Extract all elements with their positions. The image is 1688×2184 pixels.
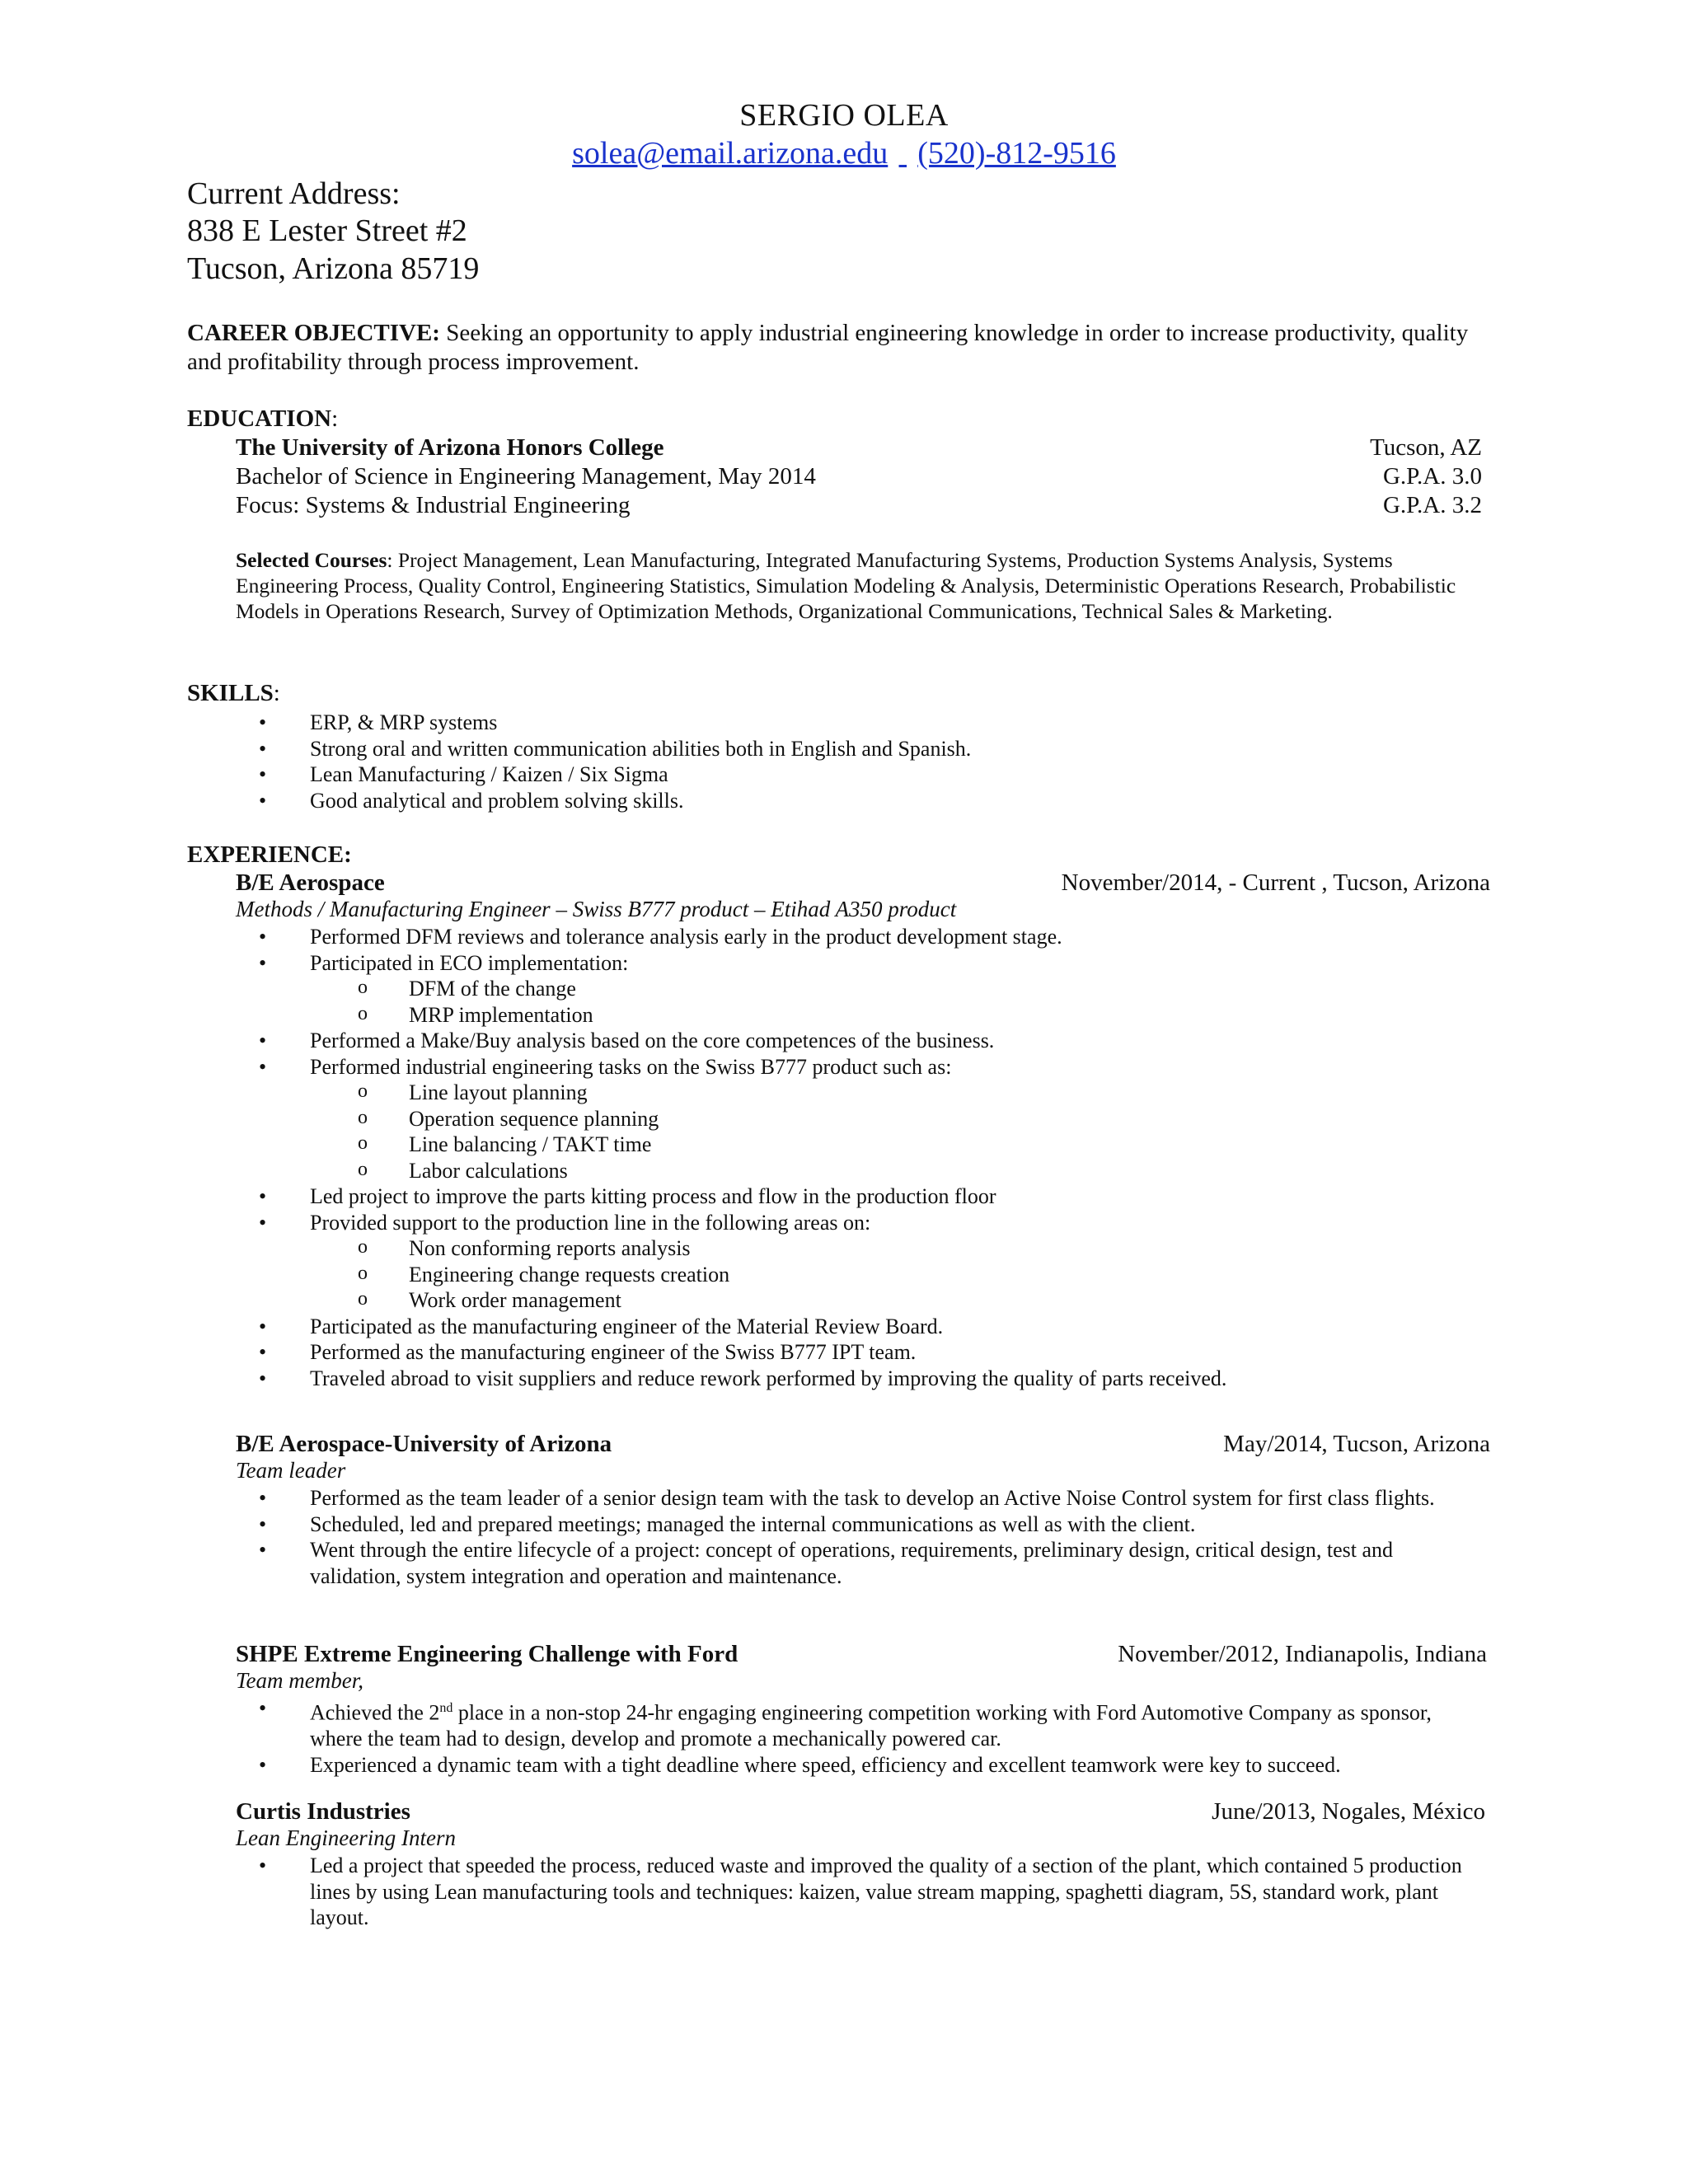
list-item (236, 1695, 1484, 1752)
candidate-name: SERGIO OLEA (739, 98, 949, 133)
job-duties (236, 924, 1484, 1391)
job-date-location: November/2012, Indianapolis, Indiana (1118, 1641, 1487, 1667)
sub-list-item: o Line layout planning (236, 1080, 1484, 1106)
email-link[interactable]: solea@email.arizona.edu (572, 136, 889, 171)
education-focus-row (236, 491, 1482, 520)
job-duties (236, 1853, 1484, 1931)
career-objective (187, 319, 1489, 377)
list-item: • Performed as the manufacturing engineer of the Swiss B777 IPT team. (236, 1339, 1484, 1366)
list-item: • Strong oral and written communication abilities both in English and Spanish. (236, 736, 1484, 762)
job-date-location: May/2014, Tucson, Arizona (1223, 1431, 1490, 1457)
education-colon: : (331, 405, 339, 432)
sub-list-item: o Non conforming reports analysis (236, 1235, 1484, 1262)
school-location: Tucson, AZ (1370, 434, 1482, 461)
award-superscript: nd (439, 1701, 453, 1715)
list-item: • ERP, & MRP systems (236, 710, 1484, 736)
job-header (236, 1430, 1490, 1459)
sub-list-item: o MRP implementation (236, 1002, 1484, 1029)
list-item: • Led project to improve the parts kitting process and flow in the production floor (236, 1183, 1484, 1210)
list-item: • Performed as the team leader of a senior design team with the task to develop an Active Noise Control system for first class flights. (236, 1485, 1484, 1511)
focus: Focus: Systems & Industrial Engineering (236, 492, 631, 518)
skills-colon: : (273, 680, 280, 706)
contact-line (0, 135, 1688, 171)
list-item: • Performed a Make/Buy analysis based on the core competences of the business. (236, 1028, 1484, 1054)
job-date-location: November/2014, - Current , Tucson, Arizona (1061, 869, 1490, 896)
job-header (236, 1640, 1487, 1669)
selected-courses (236, 547, 1484, 624)
job-duties (236, 1485, 1484, 1589)
contact-gap (888, 135, 917, 171)
experience-heading: EXPERIENCE: (187, 841, 352, 868)
education-degree-row (236, 462, 1482, 491)
job-title: Lean Engineering Intern (236, 1825, 456, 1850)
job-title: Team leader (236, 1458, 346, 1483)
list-item: • Performed DFM reviews and tolerance analysis early in the product development stage. (236, 924, 1484, 950)
address-line-2: Tucson, Arizona 85719 (187, 251, 480, 286)
education-heading (187, 405, 1489, 434)
degree-gpa: G.P.A. 3.0 (1382, 463, 1482, 490)
job-duties (236, 1695, 1484, 1778)
list-item: • Performed industrial engineering tasks on the Swiss B777 product such as: (236, 1054, 1484, 1080)
courses-text: : Project Management, Lean Manufacturing, Integrated Manufacturing Systems, Production Systems Analysis, Systems Engineering Process, Quality Control, Engineering Statistics, Simulation Modeling & Analysis, Deterministic Operations Research, Probabilistic Models in Operations Research, Survey of Optimization Methods, Organizational Communications, Technical Sales & Marketing. (236, 548, 1456, 623)
list-item: • Went through the entire lifecycle of a project: concept of operations, requirements, preliminary design, critical design, test and validation, system integration and operation and maintenance. (236, 1537, 1484, 1589)
focus-gpa: G.P.A. 3.2 (1382, 492, 1482, 518)
skills-heading (187, 679, 1489, 708)
phone-link[interactable]: (520)-812-9516 (917, 136, 1116, 171)
list-item: • Provided support to the production line in the following areas on: (236, 1210, 1484, 1236)
job-header (236, 1797, 1485, 1826)
list-item: • Scheduled, led and prepared meetings; managed the internal communications as well as with the client. (236, 1511, 1484, 1538)
address-label: Current Address: (187, 176, 401, 211)
list-item: • Lean Manufacturing / Kaizen / Six Sigma (236, 762, 1484, 788)
courses-label: Selected Courses (236, 548, 387, 572)
job-date-location: June/2013, Nogales, México (1212, 1798, 1485, 1825)
sub-list-item: o Work order management (236, 1287, 1484, 1314)
job-title: Methods / Manufacturing Engineer – Swiss B777 product – Etihad A350 product (236, 897, 957, 921)
job-company: SHPE Extreme Engineering Challenge with Ford (236, 1641, 738, 1667)
list-item: • Experienced a dynamic team with a tight deadline where speed, efficiency and excellent teamwork were key to succeed. (236, 1752, 1484, 1779)
sub-list-item: o Line balancing / TAKT time (236, 1132, 1484, 1158)
sub-list-item: o Operation sequence planning (236, 1106, 1484, 1132)
list-item: • Good analytical and problem solving skills. (236, 788, 1484, 814)
skills-label: SKILLS (187, 680, 274, 706)
list-item: • Led a project that speeded the process, reduced waste and improved the quality of a section of the plant, which contained 5 production lines by using Lean manufacturing tools and techniques: kaizen, value stream mapping, spaghetti diagram, 5S, standard work, plant layout. (236, 1853, 1484, 1931)
award-text-pre: Achieved the 2 (310, 1700, 440, 1725)
job-company: B/E Aerospace (236, 869, 385, 896)
job-company: B/E Aerospace-University of Arizona (236, 1431, 612, 1457)
job-title: Team member, (236, 1668, 363, 1693)
sub-list-item: o Labor calculations (236, 1158, 1484, 1184)
address-line-1: 838 E Lester Street #2 (187, 213, 467, 248)
education-label: EDUCATION (187, 405, 332, 432)
job-company: Curtis Industries (236, 1798, 410, 1825)
sub-list-item: o DFM of the change (236, 976, 1484, 1002)
degree: Bachelor of Science in Engineering Management, May 2014 (236, 463, 816, 490)
objective-label: CAREER OBJECTIVE: (187, 320, 440, 346)
list-item: • Participated as the manufacturing engineer of the Material Review Board. (236, 1314, 1484, 1340)
list-item: • Participated in ECO implementation: (236, 950, 1484, 977)
education-school-row (236, 434, 1482, 462)
school-name: The University of Arizona Honors College (236, 434, 664, 461)
skills-list (236, 710, 1484, 813)
award-text-post: place in a non-stop 24-hr engaging engineering competition working with Ford Automotive Company as sponsor, where the team had to design, develop and promote a mechanically powered car. (310, 1700, 1432, 1751)
objective-text: Seeking an opportunity to apply industrial engineering knowledge in order to increase productivity, quality and profitability through process improvement. (187, 320, 1469, 375)
sub-list-item: o Engineering change requests creation (236, 1262, 1484, 1288)
job-header (236, 869, 1490, 898)
list-item: • Traveled abroad to visit suppliers and reduce rework performed by improving the quality of parts received. (236, 1366, 1484, 1392)
